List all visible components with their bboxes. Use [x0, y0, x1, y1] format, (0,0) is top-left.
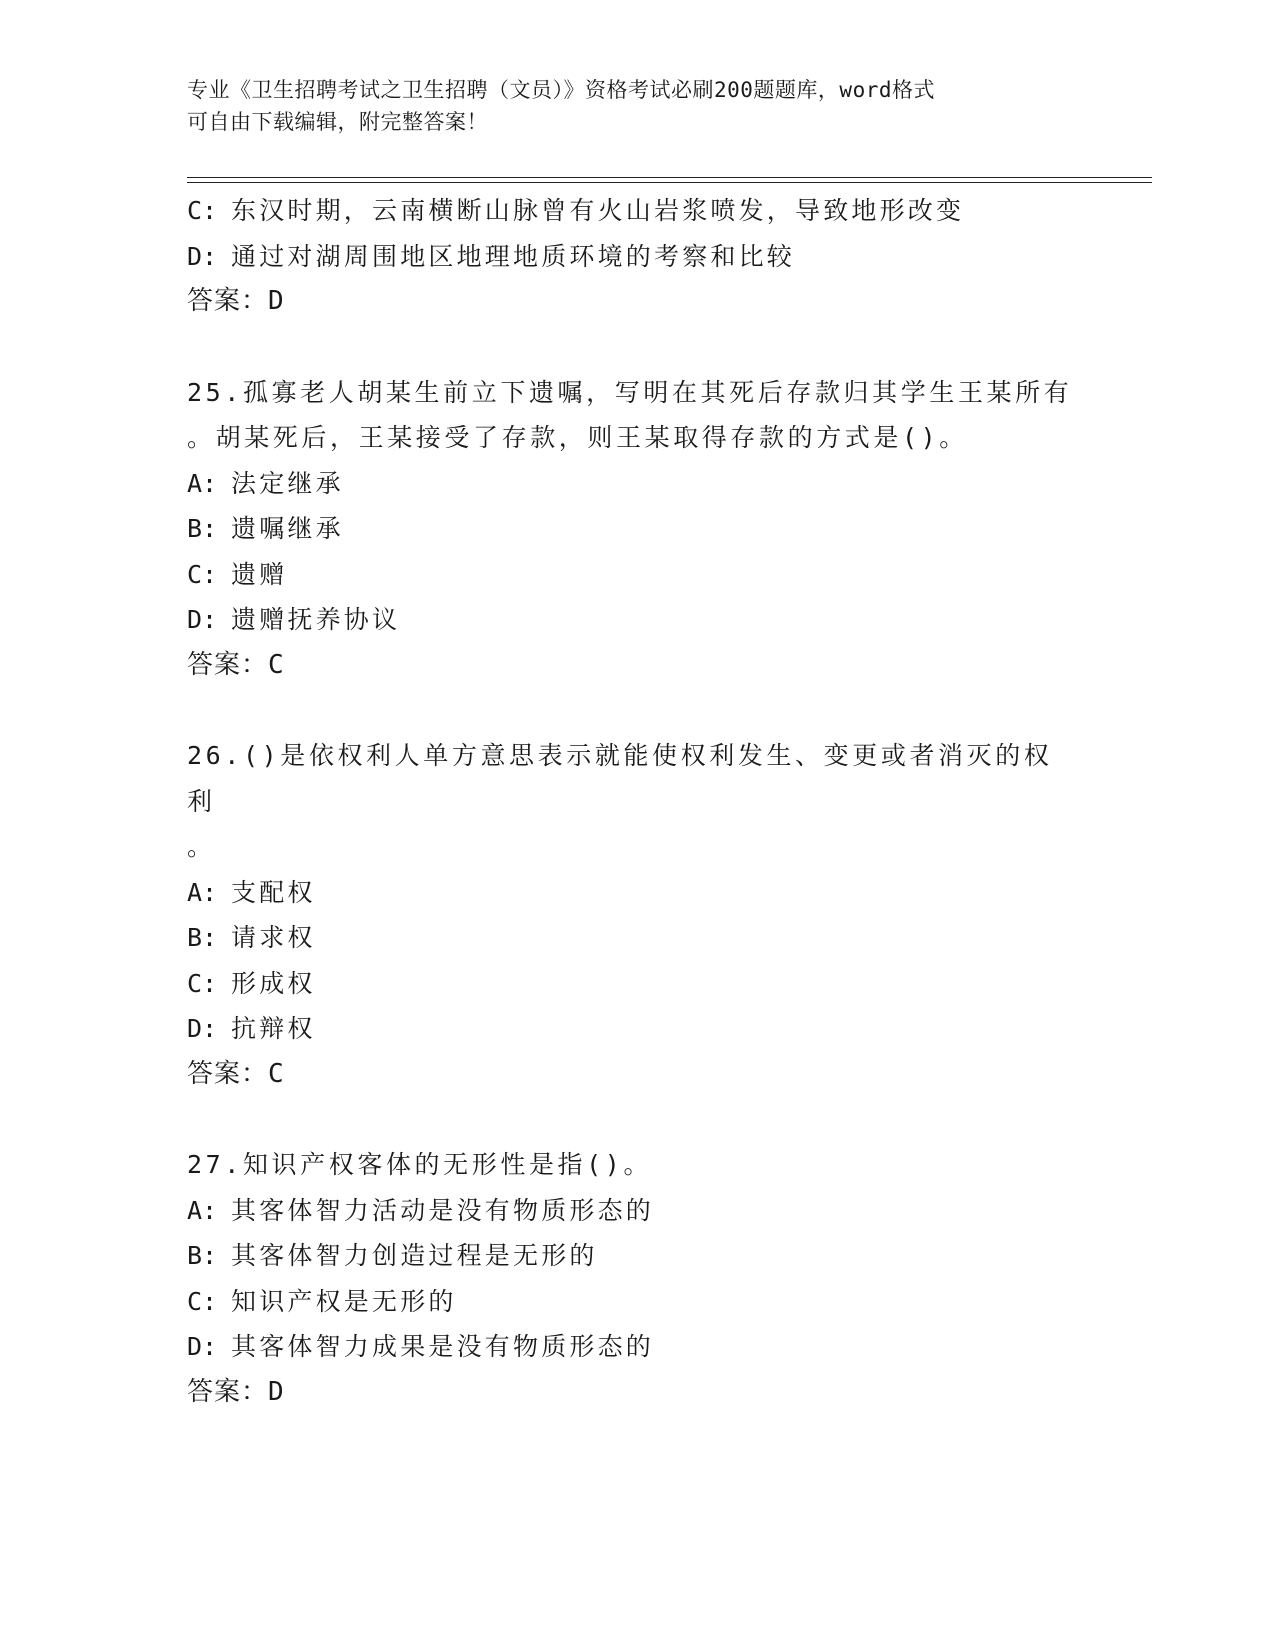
option-c: C: 形成权	[187, 968, 316, 998]
option-c: C: 遗赠	[187, 559, 288, 589]
option-b: B: 其客体智力创造过程是无形的	[187, 1241, 598, 1270]
option-c: C: 东汉时期，云南横断山脉曾有火山岩浆喷发，导致地形改变	[187, 196, 965, 225]
question-stem: 27.知识产权客体的无形性是指()。	[187, 1150, 653, 1179]
option-a: A: 其客体智力活动是没有物质形态的	[187, 1195, 655, 1225]
option-d: D: 其客体智力成果是没有物质形态的	[187, 1332, 655, 1361]
answer: 答案：C	[187, 1058, 285, 1089]
header-divider-top	[187, 177, 1152, 178]
option-a: A: 支配权	[187, 877, 316, 907]
header-line-2: 可自由下载编辑，附完整答案！	[187, 110, 488, 134]
continued-question	[187, 188, 1087, 325]
answer: 答案：D	[187, 286, 285, 316]
option-d: D: 遗赠抚养协议	[187, 605, 401, 634]
document-body	[187, 188, 1087, 1415]
option-b: B: 遗嘱继承	[187, 514, 344, 543]
question-26	[187, 733, 1087, 1097]
header-divider-bottom	[187, 182, 1152, 183]
answer: 答案：C	[187, 649, 285, 680]
option-b: B: 请求权	[187, 923, 316, 952]
option-c: C: 知识产权是无形的	[187, 1286, 457, 1316]
header-line-1: 专业《卫生招聘考试之卫生招聘（文员）》资格考试必刷200题题库，word格式	[187, 78, 935, 102]
question-stem: 26.()是依权利人单方意思表示就能使权利发生、变更或者消灭的权利 。	[187, 741, 1053, 861]
question-27	[187, 1142, 1087, 1415]
option-d: D: 通过对湖周围地区地理地质环境的考察和比较	[187, 241, 796, 271]
question-stem: 25.孤寡老人胡某生前立下遗嘱，写明在其死后存款归其学生王某所有 。胡某死后，王某接受了存款，则王某取得存款的方式是()。	[187, 377, 1073, 452]
document-header	[187, 74, 1087, 138]
question-25	[187, 370, 1087, 689]
answer: 答案：D	[187, 1376, 285, 1407]
option-a: A: 法定继承	[187, 468, 344, 498]
option-d: D: 抗辩权	[187, 1014, 316, 1043]
